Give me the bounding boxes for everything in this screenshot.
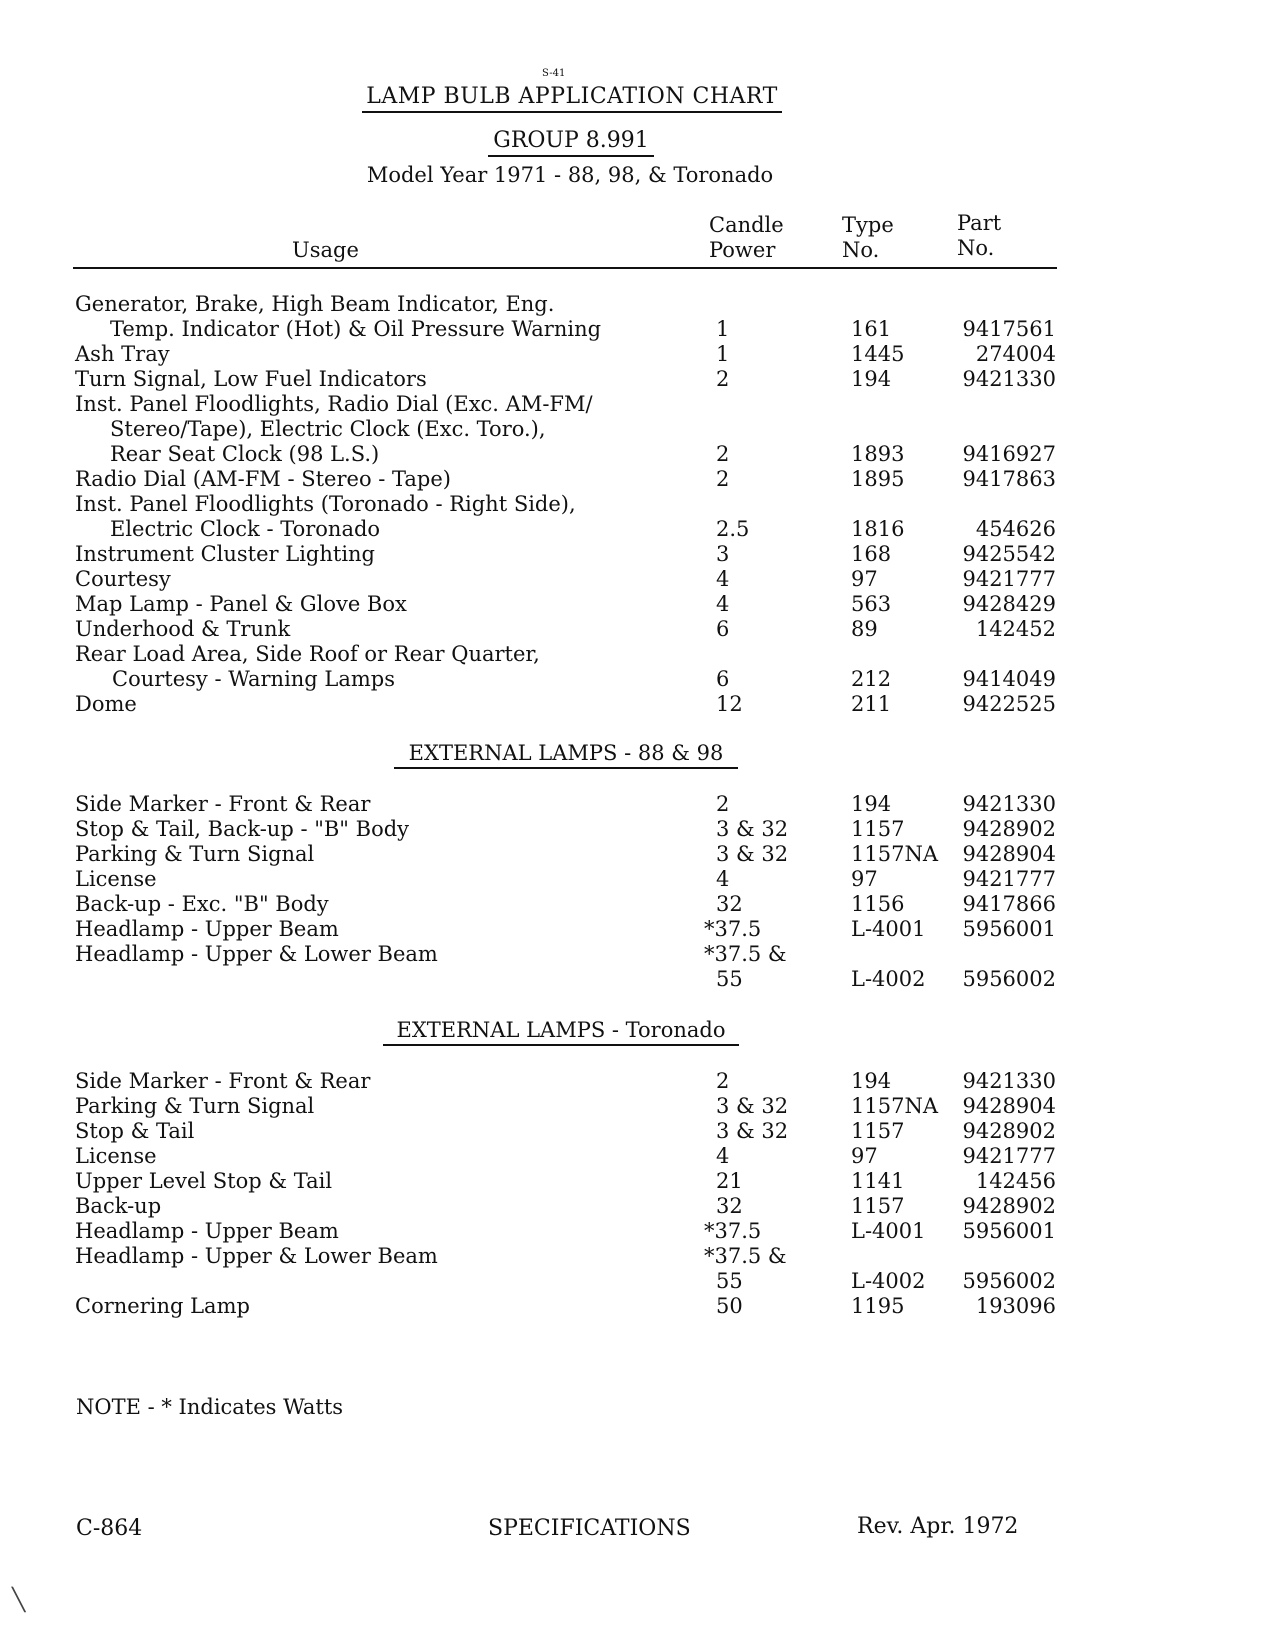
part-no-cell: 9421777 <box>962 1144 1056 1168</box>
usage-cell: Map Lamp - Panel & Glove Box <box>75 592 407 616</box>
type-no-cell: 1141 <box>851 1169 905 1193</box>
type-no-cell: L-4001 <box>851 917 926 941</box>
type-no-cell: 194 <box>851 367 892 391</box>
candle-power-cell: 12 <box>716 692 743 716</box>
candle-power-cell: 4 <box>716 1144 730 1168</box>
header-rule <box>73 267 1057 269</box>
usage-cell: Radio Dial (AM-FM - Stereo - Tape) <box>75 467 452 491</box>
part-no-cell: 5956001 <box>962 917 1056 941</box>
header-candle-power <box>709 213 784 263</box>
usage-cell: Inst. Panel Floodlights, Radio Dial (Exc. AM-FM/ <box>75 392 593 416</box>
part-no-cell: 5956002 <box>962 1269 1056 1293</box>
candle-power-cell: 6 <box>716 667 730 691</box>
candle-power-cell: 1 <box>716 342 730 366</box>
usage-cell: License <box>75 867 157 891</box>
part-no-cell: 9428902 <box>962 817 1056 841</box>
header-part-no-line2: No. <box>957 236 995 260</box>
candle-power-cell: 2 <box>716 442 730 466</box>
part-no-cell: 9428902 <box>962 1194 1056 1218</box>
candle-power-cell: 50 <box>716 1294 743 1318</box>
part-no-cell: 142456 <box>975 1169 1056 1193</box>
candle-power-cell: 4 <box>716 592 730 616</box>
header-part-no <box>957 211 1001 261</box>
candle-power-cell: 3 & 32 <box>716 1119 789 1143</box>
usage-cell: Courtesy <box>75 567 171 591</box>
usage-cell: Side Marker - Front & Rear <box>75 792 371 816</box>
part-no-cell: 9421330 <box>962 792 1056 816</box>
watts-note: NOTE - * Indicates Watts <box>76 1395 344 1419</box>
usage-cell: Stop & Tail, Back-up - "B" Body <box>75 817 410 841</box>
header-candle-power-line1: Candle <box>709 213 784 237</box>
type-no-cell: 212 <box>851 667 892 691</box>
part-no-cell: 274004 <box>975 342 1056 366</box>
header-type-no <box>842 213 894 263</box>
type-no-cell: 1157NA <box>851 842 938 866</box>
type-no-cell: 97 <box>851 867 878 891</box>
type-no-cell: 1156 <box>851 892 905 916</box>
type-no-cell: 161 <box>851 317 892 341</box>
type-no-cell: 89 <box>851 617 878 641</box>
candle-power-cell: 4 <box>716 567 730 591</box>
usage-cell: Parking & Turn Signal <box>75 1094 315 1118</box>
usage-cell: Upper Level Stop & Tail <box>75 1169 333 1193</box>
header-type-no-line2: No. <box>842 238 880 262</box>
usage-cell: License <box>75 1144 157 1168</box>
candle-power-cell: 2 <box>716 1069 730 1093</box>
type-no-cell: 194 <box>851 1069 892 1093</box>
header-type-no-line1: Type <box>842 213 894 237</box>
type-no-cell: 97 <box>851 567 878 591</box>
model-year: Model Year 1971 - 88, 98, & Toronado <box>366 163 774 187</box>
candle-power-cell: *37.5 & <box>704 942 787 966</box>
part-no-cell: 5956001 <box>962 1219 1056 1243</box>
part-no-cell: 9421330 <box>962 1069 1056 1093</box>
part-no-cell: 9428902 <box>962 1119 1056 1143</box>
header-usage: Usage <box>292 238 359 262</box>
candle-power-cell: 55 <box>716 967 743 991</box>
candle-power-cell: 6 <box>716 617 730 641</box>
usage-cell: Back-up - Exc. "B" Body <box>75 892 329 916</box>
usage-cell: Dome <box>75 692 137 716</box>
type-no-cell: L-4002 <box>851 1269 926 1293</box>
part-no-cell: 9428904 <box>962 1094 1056 1118</box>
candle-power-cell: *37.5 <box>704 1219 762 1243</box>
header-candle-power-line2: Power <box>709 238 776 262</box>
usage-cell: Cornering Lamp <box>75 1294 250 1318</box>
part-no-cell: 9421777 <box>962 567 1056 591</box>
part-no-cell: 9421330 <box>962 367 1056 391</box>
part-no-cell: 5956002 <box>962 967 1056 991</box>
part-no-cell: 9416927 <box>962 442 1056 466</box>
footer-doc-code: C-864 <box>76 1516 143 1541</box>
candle-power-cell: 3 <box>716 542 730 566</box>
type-no-cell: 1157 <box>851 1119 905 1143</box>
candle-power-cell: *37.5 <box>704 917 762 941</box>
type-no-cell: 1895 <box>851 467 905 491</box>
type-no-cell: L-4002 <box>851 967 926 991</box>
usage-cell: Stereo/Tape), Electric Clock (Exc. Toro.), <box>110 417 546 441</box>
part-no-cell: 454626 <box>975 517 1056 541</box>
part-no-cell: 9428904 <box>962 842 1056 866</box>
type-no-cell: 194 <box>851 792 892 816</box>
usage-cell: Rear Seat Clock (98 L.S.) <box>110 442 380 466</box>
type-no-cell: 211 <box>851 692 892 716</box>
candle-power-cell: 32 <box>716 1194 743 1218</box>
usage-cell: Headlamp - Upper & Lower Beam <box>75 942 438 966</box>
part-no-cell: 193096 <box>975 1294 1056 1318</box>
candle-power-cell: 2 <box>716 467 730 491</box>
candle-power-cell: 3 & 32 <box>716 817 789 841</box>
footer-section-title: SPECIFICATIONS <box>488 1516 691 1541</box>
usage-cell: Courtesy - Warning Lamps <box>112 667 396 691</box>
type-no-cell: 563 <box>851 592 892 616</box>
candle-power-cell: 21 <box>716 1169 743 1193</box>
type-no-cell: 1157 <box>851 817 905 841</box>
candle-power-cell: 1 <box>716 317 730 341</box>
header-part-no-line1: Part <box>957 211 1002 235</box>
usage-cell: Headlamp - Upper Beam <box>75 917 339 941</box>
usage-cell: Headlamp - Upper Beam <box>75 1219 339 1243</box>
scan-mark-icon: ╲ <box>12 1588 26 1613</box>
usage-cell: Electric Clock - Toronado <box>110 517 381 541</box>
type-no-cell: 168 <box>851 542 892 566</box>
usage-cell: Parking & Turn Signal <box>75 842 315 866</box>
usage-cell: Temp. Indicator (Hot) & Oil Pressure Warning <box>110 317 602 341</box>
usage-cell: Back-up <box>75 1194 162 1218</box>
candle-power-cell: 2.5 <box>716 517 750 541</box>
chart-title: LAMP BULB APPLICATION CHART <box>362 84 782 113</box>
usage-cell: Rear Load Area, Side Roof or Rear Quarter, <box>75 642 540 666</box>
usage-cell: Stop & Tail <box>75 1119 195 1143</box>
part-no-cell: 9414049 <box>962 667 1056 691</box>
part-no-cell: 9417863 <box>962 467 1056 491</box>
part-no-cell: 9417866 <box>962 892 1056 916</box>
usage-cell: Generator, Brake, High Beam Indicator, Eng. <box>75 292 555 316</box>
part-no-cell: 9425542 <box>962 542 1056 566</box>
part-no-cell: 9421777 <box>962 867 1056 891</box>
type-no-cell: 1157 <box>851 1194 905 1218</box>
usage-cell: Side Marker - Front & Rear <box>75 1069 371 1093</box>
type-no-cell: L-4001 <box>851 1219 926 1243</box>
usage-cell: Headlamp - Upper & Lower Beam <box>75 1244 438 1268</box>
part-no-cell: 9428429 <box>962 592 1056 616</box>
part-no-cell: 9417561 <box>962 317 1056 341</box>
candle-power-cell: *37.5 & <box>704 1244 787 1268</box>
candle-power-cell: 3 & 32 <box>716 1094 789 1118</box>
type-no-cell: 1445 <box>851 342 905 366</box>
type-no-cell: 1893 <box>851 442 905 466</box>
usage-cell: Inst. Panel Floodlights (Toronado - Right Side), <box>75 492 576 516</box>
part-no-cell: 142452 <box>975 617 1056 641</box>
usage-cell: Ash Tray <box>75 342 170 366</box>
section-heading-88-98: EXTERNAL LAMPS - 88 & 98 <box>394 741 738 769</box>
candle-power-cell: 32 <box>716 892 743 916</box>
usage-cell: Instrument Cluster Lighting <box>75 542 375 566</box>
usage-cell: Underhood & Trunk <box>75 617 291 641</box>
candle-power-cell: 4 <box>716 867 730 891</box>
type-no-cell: 1195 <box>851 1294 905 1318</box>
group-label: GROUP 8.991 <box>488 128 654 157</box>
type-no-cell: 1157NA <box>851 1094 938 1118</box>
candle-power-cell: 2 <box>716 367 730 391</box>
section-heading-toronado: EXTERNAL LAMPS - Toronado <box>383 1018 739 1046</box>
part-no-cell: 9422525 <box>962 692 1056 716</box>
footer-revision: Rev. Apr. 1972 <box>857 1514 1019 1539</box>
candle-power-cell: 3 & 32 <box>716 842 789 866</box>
candle-power-cell: 2 <box>716 792 730 816</box>
type-no-cell: 1816 <box>851 517 905 541</box>
usage-cell: Turn Signal, Low Fuel Indicators <box>75 367 427 391</box>
type-no-cell: 97 <box>851 1144 878 1168</box>
page-code: S-41 <box>542 68 566 79</box>
candle-power-cell: 55 <box>716 1269 743 1293</box>
